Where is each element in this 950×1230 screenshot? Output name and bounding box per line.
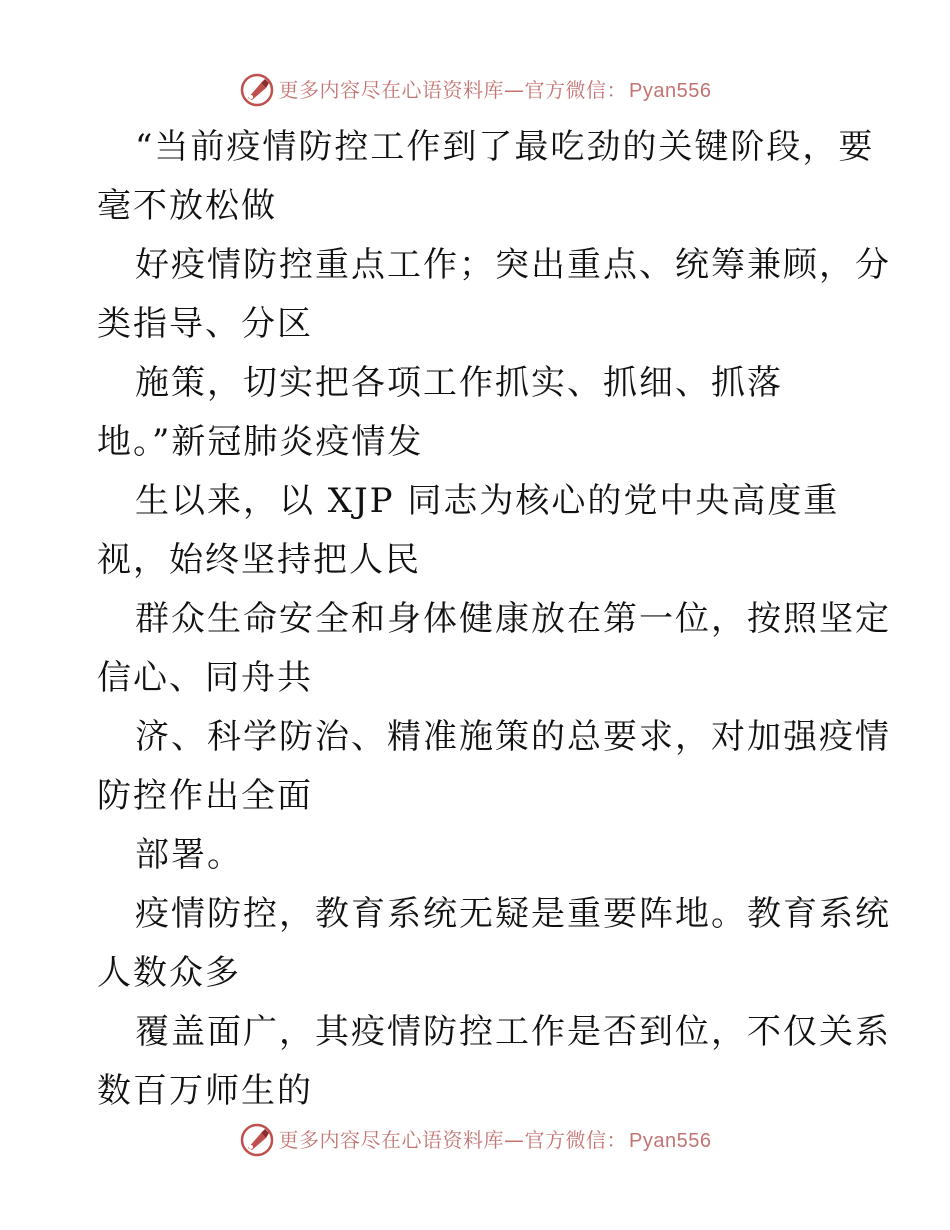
watermark-wechat-id: Pyan556 [629, 1129, 712, 1152]
text-line: 疫情防控，教育系统无疑是重要阵地。教育系统 [135, 894, 891, 934]
text-line: 覆盖面广，其疫情防控工作是否到位，不仅关系 [135, 1012, 891, 1052]
document-body [97, 118, 891, 1121]
text-line: 类指导、分区 [97, 304, 313, 344]
text-line: 济、科学防治、精准施策的总要求，对加强疫情 [135, 717, 891, 757]
pen-nib-logo-icon [239, 1122, 275, 1158]
text-line: 群众生命安全和身体健康放在第一位，按照坚定 [135, 599, 891, 639]
pen-nib-logo-icon [239, 72, 275, 108]
text-line: 部署。 [135, 835, 243, 875]
text-line: 地。”新冠肺炎疫情发 [97, 422, 424, 462]
text-line: 好疫情防控重点工作；突出重点、统筹兼顾，分 [135, 245, 891, 285]
watermark-text: 更多内容尽在心语资料库—官方微信： [278, 77, 628, 102]
header-watermark [0, 70, 950, 110]
text-line: 信心、同舟共 [97, 658, 313, 698]
text-line: “当前疫情防控工作到了最吃劲的关键阶段，要 [135, 127, 875, 167]
footer-watermark [0, 1120, 950, 1160]
text-line: 毫不放松做 [97, 186, 277, 226]
watermark-text: 更多内容尽在心语资料库—官方微信： [278, 1127, 628, 1152]
watermark-wechat-id: Pyan556 [629, 79, 712, 102]
text-line: 防控作出全面 [97, 776, 313, 816]
text-line: 视，始终坚持把人民 [97, 540, 421, 580]
text-line: 人数众多 [97, 953, 241, 993]
text-line: 生以来，以 XJP 同志为核心的党中央高度重 [135, 481, 840, 521]
text-line: 数百万师生的 [97, 1071, 313, 1111]
text-line: 施策，切实把各项工作抓实、抓细、抓落 [135, 363, 783, 403]
